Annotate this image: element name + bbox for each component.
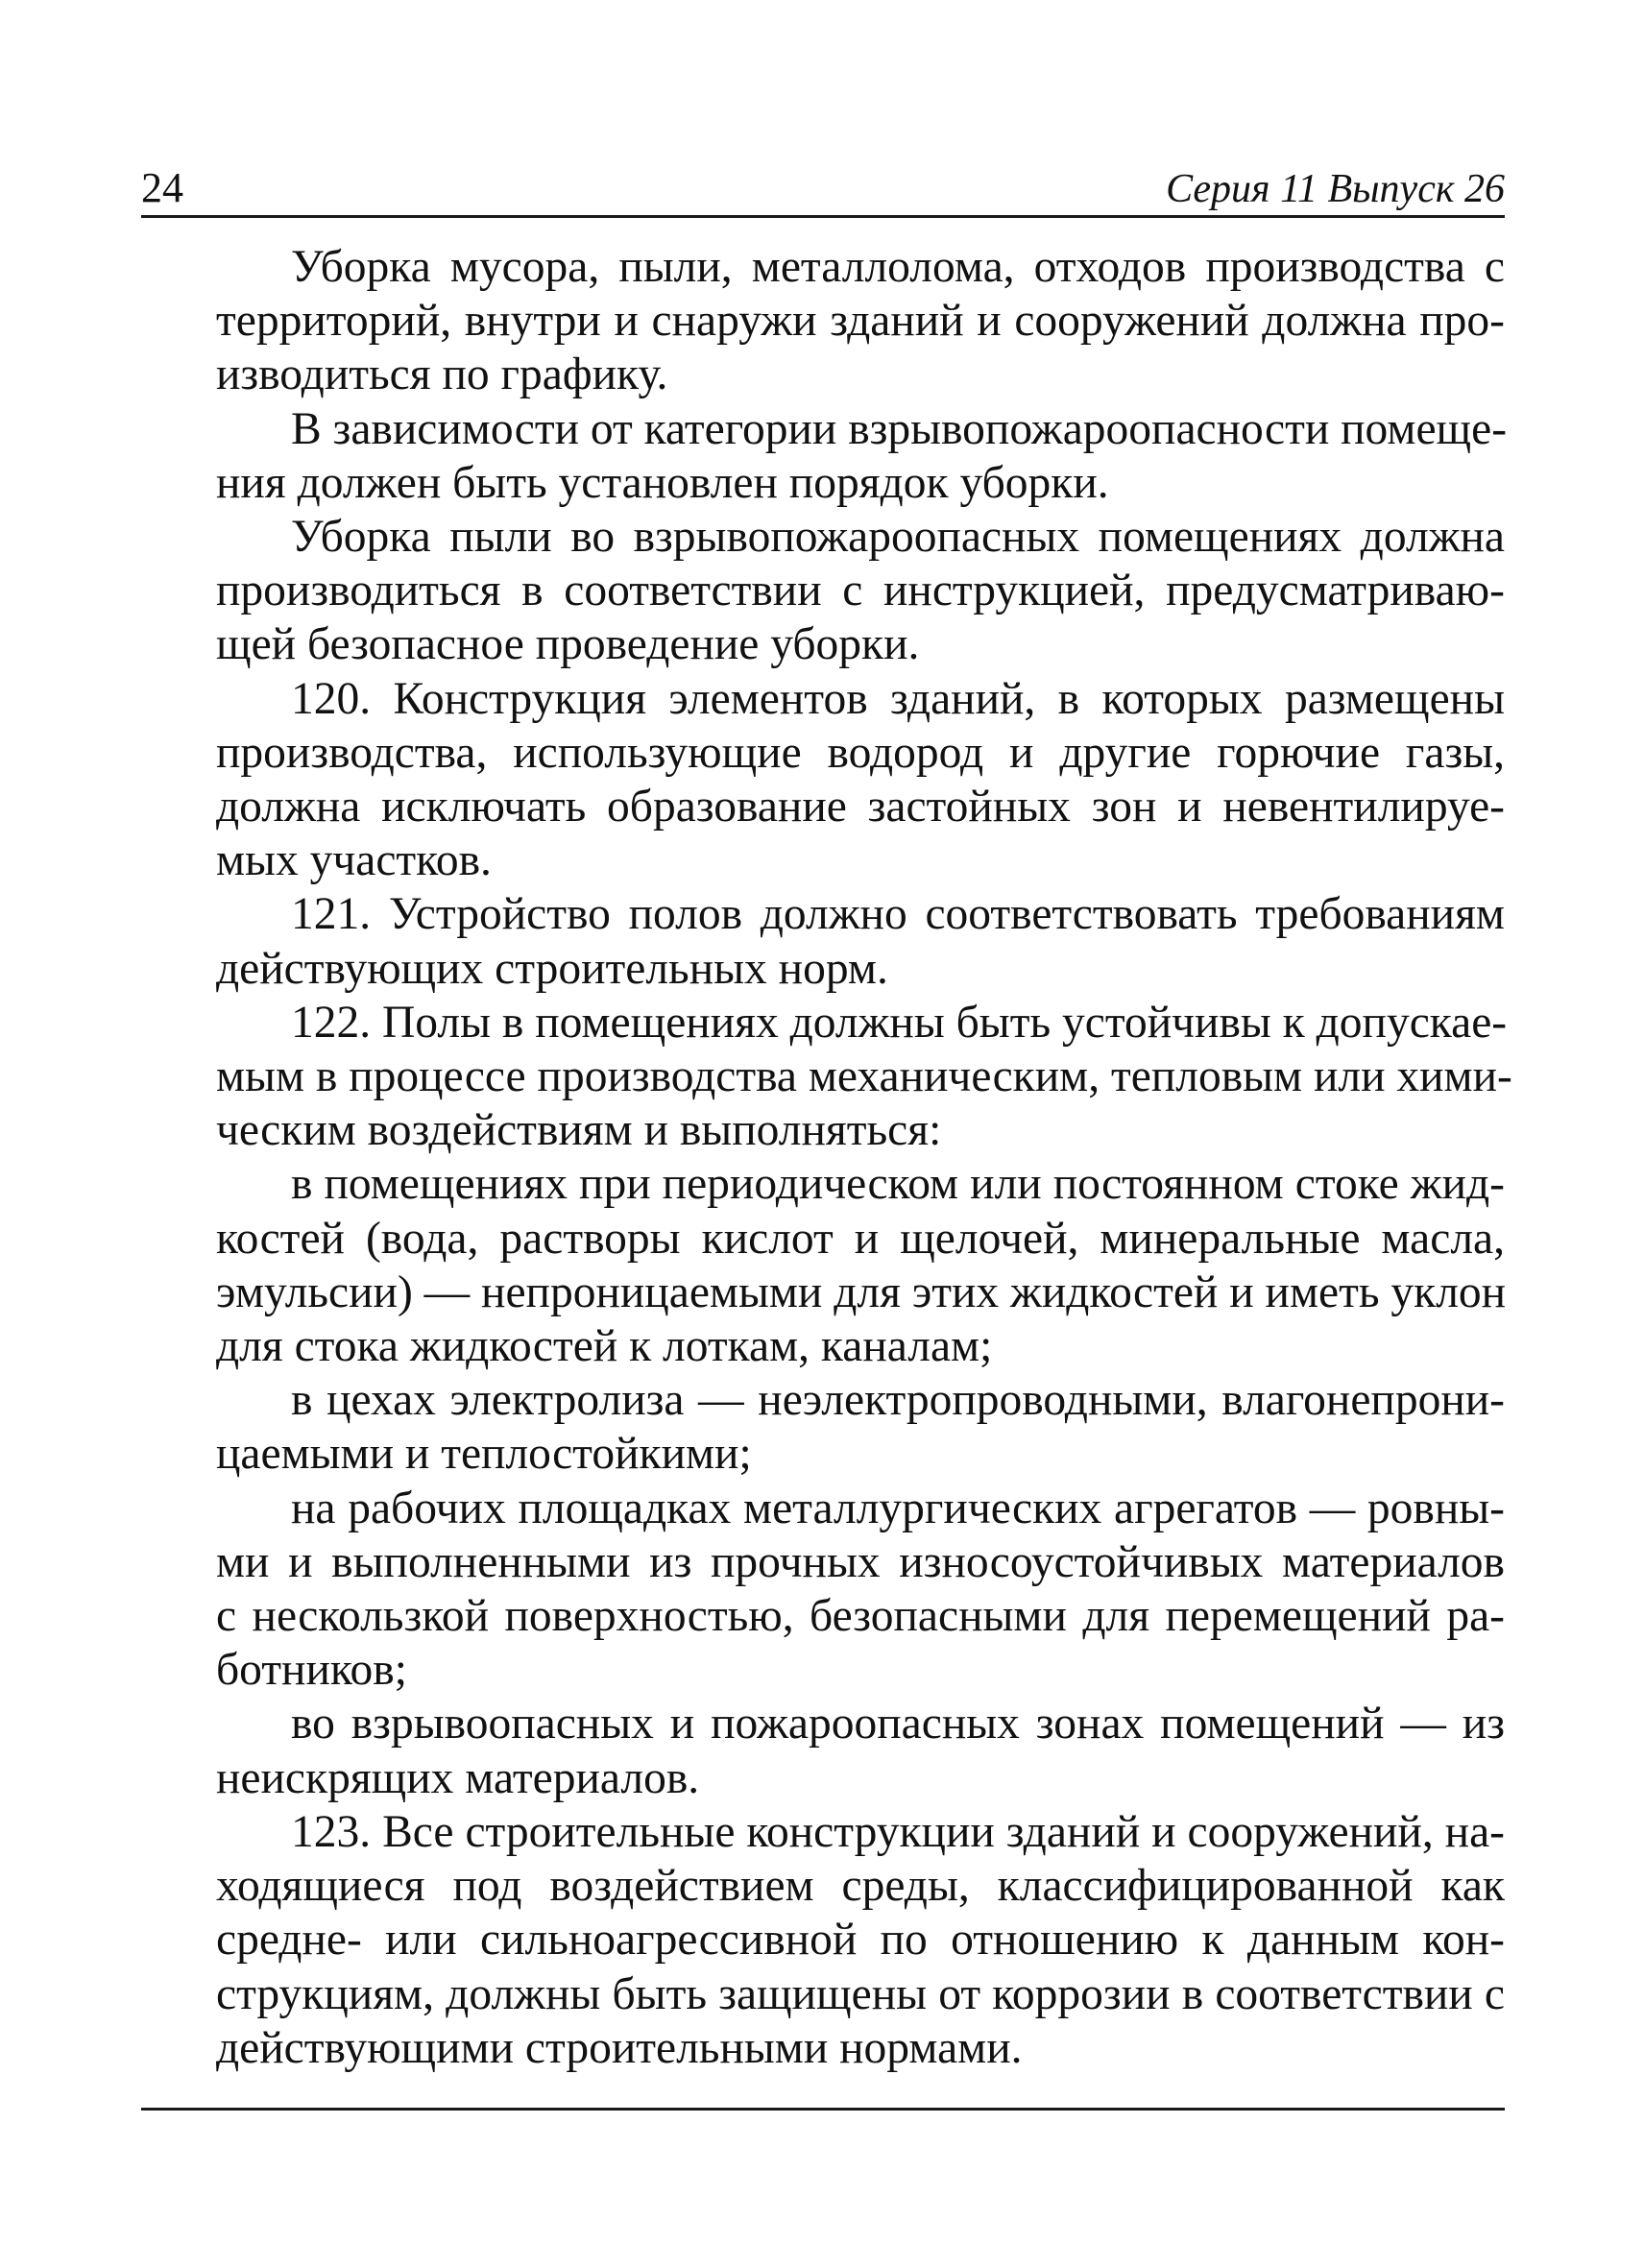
text-line: неискрящих материалов. [216, 1752, 700, 1803]
paragraph-item-121 [141, 887, 1505, 995]
text-line: в цехах электролиза — неэлектропроводными, влагонепрони- [291, 1375, 1505, 1426]
text-line: ния должен быть установлен порядок уборки. [216, 457, 1109, 508]
paragraph [141, 1373, 1505, 1481]
text-line: мым в процессе производства механическим, тепловым или хими- [216, 1051, 1512, 1102]
text-line: средне- или сильноагрессивной по отношению к данным кон- [216, 1915, 1505, 1966]
paragraph [141, 1482, 1505, 1698]
text-line: действующих строительных норм. [216, 943, 888, 994]
text-line: костей (вода, растворы кислот и щелочей, минеральные масла, [216, 1213, 1505, 1264]
text-line: с нескользкой поверхностью, безопасными для перемещений ра- [216, 1591, 1505, 1642]
paragraph-item-123 [141, 1805, 1505, 2075]
paragraph [141, 1157, 1505, 1373]
text-line: территорий, внутри и снаружи зданий и сооружений должна про- [216, 296, 1505, 347]
text-line: мых участков. [216, 835, 492, 886]
paragraph [141, 1697, 1505, 1804]
text-line: ческим воздействиям и выполняться: [216, 1105, 942, 1156]
text-line: производства, использующие водород и другие горючие газы, [216, 727, 1505, 778]
text-line: 121. Устройство полов должно соответствовать требованиям [291, 889, 1505, 940]
text-line: ботников; [216, 1645, 407, 1696]
text-line: цаемыми и теплостойкими; [216, 1429, 752, 1480]
text-line: 122. Полы в помещениях должны быть устойчивы к допускае- [291, 997, 1508, 1048]
text-line: ми и выполненными из прочных износоустойчивых материалов [216, 1536, 1505, 1587]
paragraph [141, 510, 1505, 672]
text-line: 120. Конструкция элементов зданий, в которых размещены [291, 673, 1505, 724]
text-line: 123. Все строительные конструкции зданий и сооружений, на- [291, 1806, 1505, 1857]
text-line: в помещениях при периодическом или постоянном стоке жид- [291, 1159, 1505, 1210]
text-line: во взрывоопасных и пожароопасных зонах помещений — из [291, 1699, 1505, 1749]
text-line: действующими строительными нормами. [216, 2022, 1023, 2073]
paragraph-item-120 [141, 672, 1505, 888]
text-line: Уборка мусора, пыли, металлолома, отходов производства с [291, 242, 1505, 292]
text-line: щей безопасное проведение уборки. [216, 619, 920, 670]
series-title: Серия 11 Выпуск 26 [1166, 167, 1505, 211]
running-header [141, 161, 1505, 218]
text-line: эмульсии) — непроницаемыми для этих жидкостей и иметь уклон [216, 1267, 1507, 1317]
text-line: производиться в соответствии с инструкцией, предусматриваю- [216, 566, 1505, 616]
body-text [141, 240, 1512, 2075]
paragraph-item-122 [141, 996, 1512, 1158]
text-line: изводиться по графику. [216, 350, 668, 400]
document-page [141, 0, 1512, 2268]
text-line: для стока жидкостей к лоткам, каналам; [216, 1321, 993, 1372]
page-number: 24 [141, 164, 183, 211]
paragraph [141, 240, 1505, 402]
text-line: В зависимости от категории взрывопожароопасности помеще- [291, 403, 1508, 454]
text-line: на рабочих площадках металлургических агрегатов — ровны- [291, 1483, 1505, 1533]
footer-rule [141, 2108, 1505, 2111]
text-line: струкциям, должны быть защищены от коррозии в соответствии с [216, 1968, 1505, 2019]
paragraph [141, 402, 1508, 510]
text-line: Уборка пыли во взрывопожароопасных помещениях должна [291, 512, 1505, 563]
text-line: ходящиеся под воздействием среды, классифицированной как [216, 1861, 1505, 1912]
text-line: должна исключать образование застойных зон и невентилируе- [216, 782, 1505, 832]
